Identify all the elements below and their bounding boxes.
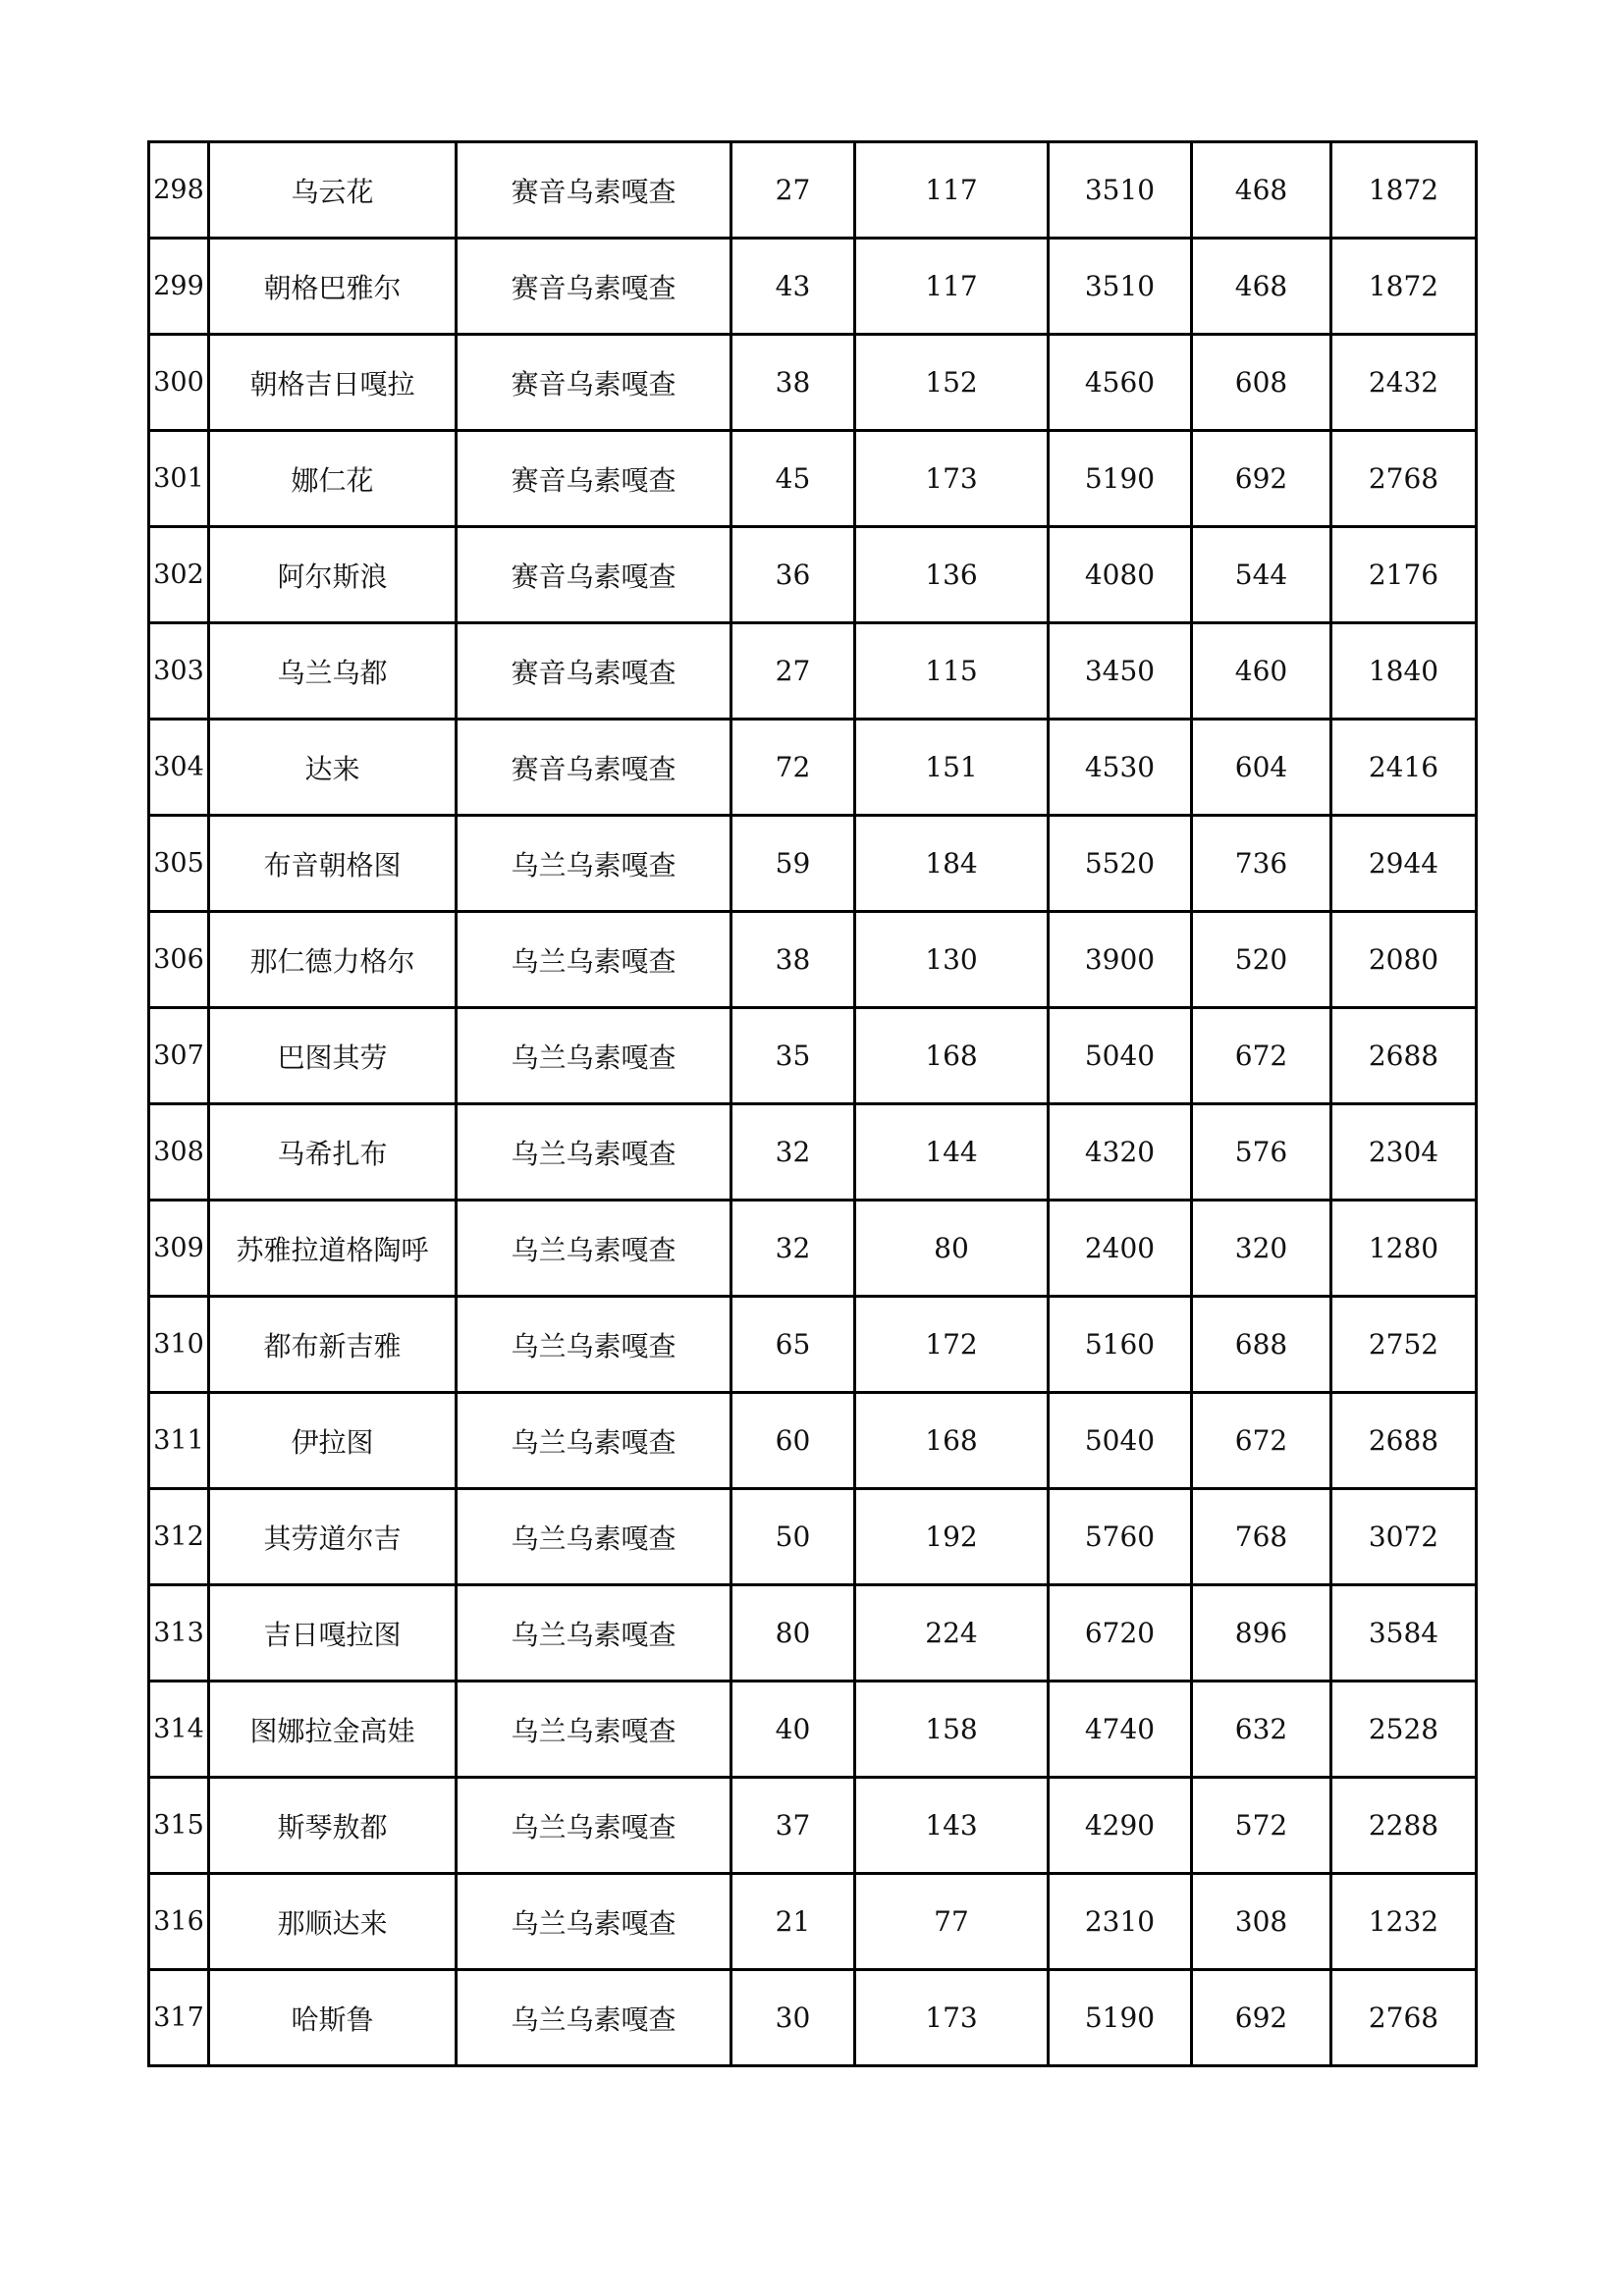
cell-name: 朝格巴雅尔 bbox=[209, 239, 457, 335]
cell-value-5: 1872 bbox=[1331, 142, 1477, 239]
cell-value-5: 2176 bbox=[1331, 527, 1477, 623]
cell-value-4: 608 bbox=[1192, 335, 1331, 431]
cell-unit: 乌兰乌素嘎查 bbox=[457, 1104, 731, 1201]
cell-value-4: 308 bbox=[1192, 1874, 1331, 1970]
cell-unit: 赛音乌素嘎查 bbox=[457, 527, 731, 623]
cell-value-3: 3510 bbox=[1049, 142, 1192, 239]
cell-value-5: 2688 bbox=[1331, 1393, 1477, 1489]
cell-name: 朝格吉日嘎拉 bbox=[209, 335, 457, 431]
cell-value-4: 468 bbox=[1192, 239, 1331, 335]
cell-value-2: 144 bbox=[855, 1104, 1049, 1201]
cell-value-5: 2432 bbox=[1331, 335, 1477, 431]
cell-value-5: 2416 bbox=[1331, 720, 1477, 816]
data-table bbox=[147, 140, 1478, 2067]
cell-name: 达来 bbox=[209, 720, 457, 816]
cell-value-3: 5160 bbox=[1049, 1297, 1192, 1393]
cell-name: 娜仁花 bbox=[209, 431, 457, 527]
cell-index: 299 bbox=[149, 239, 209, 335]
cell-unit: 赛音乌素嘎查 bbox=[457, 720, 731, 816]
cell-value-4: 736 bbox=[1192, 816, 1331, 912]
cell-name: 吉日嘎拉图 bbox=[209, 1585, 457, 1682]
table-row bbox=[149, 912, 1477, 1008]
cell-index: 303 bbox=[149, 623, 209, 720]
cell-value-1: 43 bbox=[731, 239, 855, 335]
cell-value-2: 152 bbox=[855, 335, 1049, 431]
cell-unit: 乌兰乌素嘎查 bbox=[457, 816, 731, 912]
cell-value-1: 27 bbox=[731, 623, 855, 720]
cell-value-4: 460 bbox=[1192, 623, 1331, 720]
cell-value-2: 80 bbox=[855, 1201, 1049, 1297]
cell-index: 304 bbox=[149, 720, 209, 816]
cell-value-4: 576 bbox=[1192, 1104, 1331, 1201]
table-row bbox=[149, 1201, 1477, 1297]
cell-unit: 赛音乌素嘎查 bbox=[457, 142, 731, 239]
cell-name: 伊拉图 bbox=[209, 1393, 457, 1489]
cell-name: 图娜拉金高娃 bbox=[209, 1682, 457, 1778]
cell-unit: 乌兰乌素嘎查 bbox=[457, 1393, 731, 1489]
cell-unit: 乌兰乌素嘎查 bbox=[457, 912, 731, 1008]
cell-name: 布音朝格图 bbox=[209, 816, 457, 912]
cell-index: 305 bbox=[149, 816, 209, 912]
cell-index: 306 bbox=[149, 912, 209, 1008]
cell-value-1: 40 bbox=[731, 1682, 855, 1778]
cell-name: 斯琴敖都 bbox=[209, 1778, 457, 1874]
cell-value-1: 65 bbox=[731, 1297, 855, 1393]
cell-unit: 乌兰乌素嘎查 bbox=[457, 1682, 731, 1778]
cell-index: 309 bbox=[149, 1201, 209, 1297]
cell-index: 302 bbox=[149, 527, 209, 623]
cell-name: 都布新吉雅 bbox=[209, 1297, 457, 1393]
cell-value-4: 768 bbox=[1192, 1489, 1331, 1585]
cell-value-2: 117 bbox=[855, 239, 1049, 335]
cell-value-2: 173 bbox=[855, 431, 1049, 527]
cell-name: 巴图其劳 bbox=[209, 1008, 457, 1104]
cell-index: 308 bbox=[149, 1104, 209, 1201]
cell-value-5: 3584 bbox=[1331, 1585, 1477, 1682]
table-row bbox=[149, 1970, 1477, 2066]
cell-value-2: 115 bbox=[855, 623, 1049, 720]
cell-value-5: 2528 bbox=[1331, 1682, 1477, 1778]
cell-value-1: 38 bbox=[731, 335, 855, 431]
cell-value-5: 2688 bbox=[1331, 1008, 1477, 1104]
cell-name: 马希扎布 bbox=[209, 1104, 457, 1201]
table-body bbox=[149, 142, 1477, 2066]
cell-value-5: 2288 bbox=[1331, 1778, 1477, 1874]
table-row bbox=[149, 431, 1477, 527]
cell-value-4: 692 bbox=[1192, 431, 1331, 527]
table-row bbox=[149, 816, 1477, 912]
cell-unit: 赛音乌素嘎查 bbox=[457, 623, 731, 720]
cell-value-1: 80 bbox=[731, 1585, 855, 1682]
cell-value-5: 1280 bbox=[1331, 1201, 1477, 1297]
cell-value-1: 36 bbox=[731, 527, 855, 623]
cell-index: 315 bbox=[149, 1778, 209, 1874]
cell-index: 313 bbox=[149, 1585, 209, 1682]
cell-value-2: 130 bbox=[855, 912, 1049, 1008]
cell-unit: 赛音乌素嘎查 bbox=[457, 239, 731, 335]
table-row bbox=[149, 1008, 1477, 1104]
cell-index: 316 bbox=[149, 1874, 209, 1970]
cell-unit: 乌兰乌素嘎查 bbox=[457, 1297, 731, 1393]
cell-value-1: 38 bbox=[731, 912, 855, 1008]
cell-value-3: 3450 bbox=[1049, 623, 1192, 720]
cell-index: 301 bbox=[149, 431, 209, 527]
cell-value-2: 224 bbox=[855, 1585, 1049, 1682]
cell-value-1: 72 bbox=[731, 720, 855, 816]
cell-value-3: 5520 bbox=[1049, 816, 1192, 912]
cell-value-3: 4560 bbox=[1049, 335, 1192, 431]
cell-value-2: 168 bbox=[855, 1008, 1049, 1104]
table-row bbox=[149, 335, 1477, 431]
cell-value-4: 672 bbox=[1192, 1008, 1331, 1104]
cell-value-3: 3510 bbox=[1049, 239, 1192, 335]
cell-value-5: 2768 bbox=[1331, 1970, 1477, 2066]
cell-name: 那顺达来 bbox=[209, 1874, 457, 1970]
cell-value-4: 320 bbox=[1192, 1201, 1331, 1297]
cell-value-4: 632 bbox=[1192, 1682, 1331, 1778]
cell-value-1: 21 bbox=[731, 1874, 855, 1970]
cell-value-2: 143 bbox=[855, 1778, 1049, 1874]
table-row bbox=[149, 623, 1477, 720]
cell-index: 300 bbox=[149, 335, 209, 431]
cell-value-5: 3072 bbox=[1331, 1489, 1477, 1585]
cell-value-2: 184 bbox=[855, 816, 1049, 912]
cell-value-1: 32 bbox=[731, 1104, 855, 1201]
cell-name: 乌兰乌都 bbox=[209, 623, 457, 720]
cell-value-5: 1872 bbox=[1331, 239, 1477, 335]
cell-value-1: 60 bbox=[731, 1393, 855, 1489]
cell-value-4: 520 bbox=[1192, 912, 1331, 1008]
cell-value-3: 4290 bbox=[1049, 1778, 1192, 1874]
cell-value-2: 136 bbox=[855, 527, 1049, 623]
cell-value-1: 35 bbox=[731, 1008, 855, 1104]
table-row bbox=[149, 1297, 1477, 1393]
table-row bbox=[149, 1393, 1477, 1489]
cell-unit: 乌兰乌素嘎查 bbox=[457, 1489, 731, 1585]
cell-name: 其劳道尔吉 bbox=[209, 1489, 457, 1585]
cell-unit: 赛音乌素嘎查 bbox=[457, 335, 731, 431]
table-row bbox=[149, 1585, 1477, 1682]
cell-unit: 赛音乌素嘎查 bbox=[457, 431, 731, 527]
cell-unit: 乌兰乌素嘎查 bbox=[457, 1970, 731, 2066]
table-row bbox=[149, 1778, 1477, 1874]
cell-value-5: 1840 bbox=[1331, 623, 1477, 720]
cell-value-5: 2304 bbox=[1331, 1104, 1477, 1201]
cell-value-1: 59 bbox=[731, 816, 855, 912]
cell-value-1: 45 bbox=[731, 431, 855, 527]
cell-value-3: 5040 bbox=[1049, 1393, 1192, 1489]
table-row bbox=[149, 1104, 1477, 1201]
cell-value-3: 5760 bbox=[1049, 1489, 1192, 1585]
cell-unit: 乌兰乌素嘎查 bbox=[457, 1778, 731, 1874]
cell-name: 阿尔斯浪 bbox=[209, 527, 457, 623]
table-row bbox=[149, 527, 1477, 623]
cell-value-3: 4530 bbox=[1049, 720, 1192, 816]
cell-value-1: 50 bbox=[731, 1489, 855, 1585]
cell-value-3: 3900 bbox=[1049, 912, 1192, 1008]
cell-name: 哈斯鲁 bbox=[209, 1970, 457, 2066]
cell-value-3: 6720 bbox=[1049, 1585, 1192, 1682]
table-row bbox=[149, 1682, 1477, 1778]
cell-value-4: 544 bbox=[1192, 527, 1331, 623]
cell-value-5: 2080 bbox=[1331, 912, 1477, 1008]
cell-index: 314 bbox=[149, 1682, 209, 1778]
table-row bbox=[149, 239, 1477, 335]
cell-value-4: 468 bbox=[1192, 142, 1331, 239]
cell-value-2: 117 bbox=[855, 142, 1049, 239]
cell-value-5: 2752 bbox=[1331, 1297, 1477, 1393]
cell-unit: 乌兰乌素嘎查 bbox=[457, 1585, 731, 1682]
cell-value-3: 5190 bbox=[1049, 1970, 1192, 2066]
cell-value-4: 572 bbox=[1192, 1778, 1331, 1874]
cell-value-5: 1232 bbox=[1331, 1874, 1477, 1970]
cell-unit: 乌兰乌素嘎查 bbox=[457, 1874, 731, 1970]
cell-index: 307 bbox=[149, 1008, 209, 1104]
cell-value-3: 4080 bbox=[1049, 527, 1192, 623]
cell-value-4: 604 bbox=[1192, 720, 1331, 816]
cell-value-2: 172 bbox=[855, 1297, 1049, 1393]
cell-value-4: 672 bbox=[1192, 1393, 1331, 1489]
table-row bbox=[149, 1489, 1477, 1585]
cell-value-1: 37 bbox=[731, 1778, 855, 1874]
cell-value-3: 5190 bbox=[1049, 431, 1192, 527]
cell-value-4: 692 bbox=[1192, 1970, 1331, 2066]
cell-value-3: 5040 bbox=[1049, 1008, 1192, 1104]
table-row bbox=[149, 1874, 1477, 1970]
cell-value-2: 158 bbox=[855, 1682, 1049, 1778]
cell-index: 312 bbox=[149, 1489, 209, 1585]
cell-value-1: 32 bbox=[731, 1201, 855, 1297]
cell-unit: 乌兰乌素嘎查 bbox=[457, 1008, 731, 1104]
table-row bbox=[149, 720, 1477, 816]
cell-value-4: 688 bbox=[1192, 1297, 1331, 1393]
cell-index: 310 bbox=[149, 1297, 209, 1393]
cell-value-1: 27 bbox=[731, 142, 855, 239]
cell-value-2: 77 bbox=[855, 1874, 1049, 1970]
cell-value-3: 2400 bbox=[1049, 1201, 1192, 1297]
cell-value-3: 4740 bbox=[1049, 1682, 1192, 1778]
cell-value-3: 4320 bbox=[1049, 1104, 1192, 1201]
cell-value-2: 151 bbox=[855, 720, 1049, 816]
cell-value-3: 2310 bbox=[1049, 1874, 1192, 1970]
cell-value-5: 2944 bbox=[1331, 816, 1477, 912]
cell-value-5: 2768 bbox=[1331, 431, 1477, 527]
cell-index: 317 bbox=[149, 1970, 209, 2066]
cell-unit: 乌兰乌素嘎查 bbox=[457, 1201, 731, 1297]
table-row bbox=[149, 142, 1477, 239]
cell-value-1: 30 bbox=[731, 1970, 855, 2066]
cell-value-2: 192 bbox=[855, 1489, 1049, 1585]
cell-index: 298 bbox=[149, 142, 209, 239]
cell-value-2: 173 bbox=[855, 1970, 1049, 2066]
cell-value-2: 168 bbox=[855, 1393, 1049, 1489]
cell-index: 311 bbox=[149, 1393, 209, 1489]
cell-name: 乌云花 bbox=[209, 142, 457, 239]
cell-name: 苏雅拉道格陶呼 bbox=[209, 1201, 457, 1297]
cell-value-4: 896 bbox=[1192, 1585, 1331, 1682]
cell-name: 那仁德力格尔 bbox=[209, 912, 457, 1008]
